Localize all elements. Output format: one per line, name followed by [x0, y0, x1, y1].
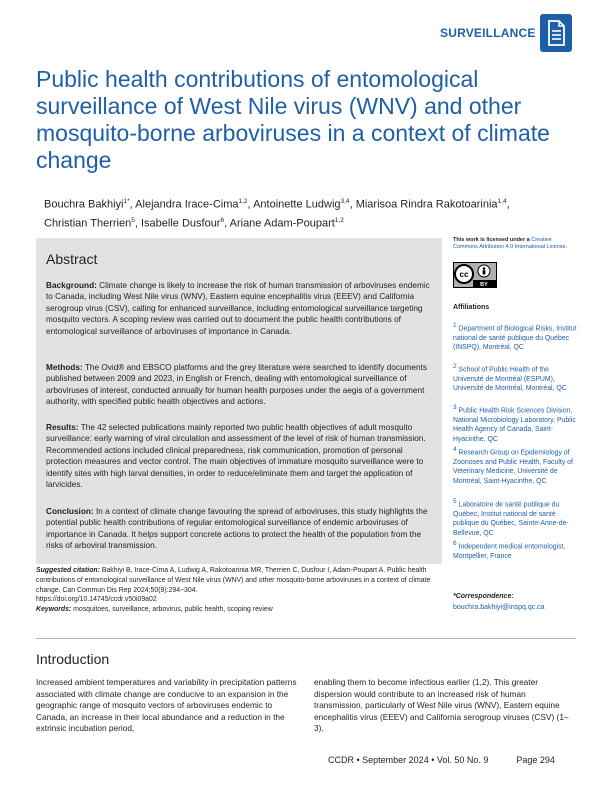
affiliation-number: 6: [453, 540, 457, 547]
affiliation-text: Public Health Risk Sciences Division, National Microbiology Laboratory, Public Health Agency of Canada, Saint-Hyacinthe, QC: [453, 407, 576, 443]
abstract-background-text: Climate change is likely to increase the risk of human transmission of arboviruses endemic to Canada, including West Nile virus (WNV), Eastern equine encephalitis virus (EEEV) and California serogroup virus (CSV), calling for enhanced surveillance, including entomological surveillance targeting mosquito vectors. A scoping review was carried out to document the public health contributions of entomological surveillance of arboviruses of importance in Canada.: [46, 281, 430, 336]
abstract-heading: Abstract: [46, 251, 98, 267]
abstract-conclusion-text: In a context of climate change favouring the spread of arboviruses, this study highlights the potential public health contributions of regular entomological surveillance of endemic arboviruses of importance in Canada. It helps support concrete actions to protect the health of the population from the risks of arboviral transmission.: [46, 507, 428, 551]
affiliation-number: 2: [453, 363, 457, 370]
section-divider: [36, 638, 576, 639]
correspondence-label: *Correspondence:: [453, 593, 514, 600]
introduction-heading: Introduction: [36, 651, 110, 667]
abstract-methods-label: Methods:: [46, 363, 83, 372]
affiliation-text: Independent medical entomologist, Montpellier, France: [453, 543, 566, 560]
affiliation-item: [453, 321, 581, 353]
affiliation-text: School of Public Health of the Université de Montréal (ESPUM), Université de Montréal, Montréal, QC: [453, 366, 567, 393]
author: Bouchra Bakhiyi: [44, 198, 124, 211]
license-suffix: .: [565, 244, 568, 250]
by-badge-text: BY: [480, 282, 488, 288]
affiliation-number: 4: [453, 446, 457, 453]
author-affiliation-mark: 5: [131, 216, 135, 224]
document-icon: [540, 14, 572, 52]
author-list: Bouchra Bakhiyi$^{1*}$, Alejandra Irace-Cima$^{1,2}$, Antoinette Ludwig$^{3,4}$, Miarisoa Rindra Rakotoarinia$^{1,4}$, Christian Therrien$^5$, Isabelle Dusfour$^6$, Ariane Adam-Poupart$^{1,2}$: [44, 198, 510, 230]
footer-page-number: Page 294: [516, 755, 555, 765]
section-label: SURVEILLANCE: [440, 26, 536, 40]
license-link[interactable]: Creative Commons Attribution 4.0 International License: [453, 237, 566, 250]
abstract-results-label: Results:: [46, 423, 79, 432]
article-title: Public health contributions of entomological surveillance of West Nile virus (WNV) and other mosquito-borne arboviruses in a context of climate change: [36, 66, 550, 173]
license-prefix: This work is licensed under a: [453, 237, 532, 243]
citation-label: Suggested citation:: [36, 567, 100, 574]
page-footer: [328, 755, 555, 765]
affiliation-item: [453, 539, 581, 561]
abstract-results-text: The 42 selected publications mainly reported two public health objectives of adult mosquito surveillance: early warning of viral circulation and assessment of the level of risk of human transmission. Recommended actions included clinical preparedness, risk communication, promotion of personal protection measures and vector control. The main objectives of immature mosquito surveillance were to identify sites with high larval densities, in order to reduce/eliminate them and target the application of larvicides.: [46, 423, 426, 490]
affiliation-text: Research Group on Epidemiology of Zoonoses and Public Health, Faculty of Veterinary Medicine, Université de Montréal, Saint-Hyacinthe, QC: [453, 449, 573, 485]
abstract-background: [46, 280, 434, 337]
author: Antoinette Ludwig: [253, 198, 341, 211]
correspondence-email[interactable]: bouchra.bakhiyi@inspq.qc.ca: [453, 604, 545, 611]
abstract-conclusion: [46, 506, 434, 552]
author-affiliation-mark: 3,4: [340, 198, 350, 205]
author: Christian Therrien: [44, 217, 132, 230]
introduction-column-2: enabling them to become infectious earlier (1,2). This greater dispersion would contribute to an increased risk of human transmission, particularly of West Nile virus (WNV), Eastern equine encephalitis virus (EEEV) and California serogroup viruses (CSV) (1–3).: [314, 677, 569, 733]
abstract-background-label: Background:: [46, 281, 97, 290]
author: Ariane Adam-Poupart: [229, 217, 335, 230]
affiliation-text: Laboratoire de santé publique du Québec, Institut national de santé publique du Québec, Sainte-Anne-de-Bellevue, QC: [453, 501, 569, 537]
affiliation-item: [453, 403, 581, 444]
affiliations-heading: Affiliations: [453, 304, 490, 311]
author: Alejandra Irace-Cima: [135, 198, 239, 211]
abstract-methods: [46, 362, 434, 408]
affiliation-number: 1: [453, 322, 457, 329]
citation-doi[interactable]: https://doi.org/10.14745/ccdr.v50i09a02: [36, 596, 157, 604]
author-affiliation-mark: 1*: [123, 198, 130, 205]
author: Isabelle Dusfour: [140, 217, 221, 230]
author-affiliation-mark: 1,2: [334, 216, 344, 224]
affiliation-number: 3: [453, 404, 457, 411]
affiliation-item: [453, 445, 581, 486]
abstract-conclusion-label: Conclusion:: [46, 507, 94, 516]
cc-by-badge[interactable]: [453, 262, 497, 288]
abstract-methods-text: The Ovid® and EBSCO platforms and the grey literature were searched to identify documents published between 2009 and 2023, in English or French, dealing with entomological surveillance of arboviruses of interest, conducted annually for human health purposes under the aegis of a government authority, with specified public health objectives and actions.: [46, 363, 428, 407]
license-note: [453, 237, 573, 251]
affiliation-number: 5: [453, 498, 457, 505]
author-affiliation-mark: 6: [220, 216, 225, 224]
abstract-results: [46, 422, 434, 490]
affiliation-item: [453, 362, 581, 394]
introduction-column-1: Increased ambient temperatures and variability in precipitation patterns associated with climate change are conducive to an expansion in the geographic range of mosquito vectors of arboviruses endemic to Canada, an increase in their local abundance and a reduction in the extrinsic incubation period,: [36, 677, 297, 733]
keywords-text: mosquitoes, surveillance, arbovirus, public health, scoping review: [71, 606, 273, 614]
affiliation-item: [453, 497, 581, 538]
author-affiliation-mark: 1,2: [238, 198, 248, 205]
citation-text: Bakhiyi B, Irace-Cima A, Ludwig A, Rakotoarinia MR, Therrien C, Dusfour I, Adam-Poupart A. Public health contributions of entomological surveillance of West Nile virus (WNV) and other mosquito-borne arboviruses in a context of climate change. Can Commun Dis Rep 2024;50(9):294−304.: [36, 567, 431, 594]
affiliation-text: Department of Biological Risks, Institut national de santé publique du Québec (INSPQ), Montréal, QC: [453, 325, 577, 352]
keywords-label: Keywords:: [36, 606, 72, 614]
cc-badge-text: cc: [459, 270, 469, 279]
suggested-citation: [36, 566, 446, 615]
author: Miarisoa Rindra Rakotoarinia: [355, 198, 498, 211]
author-affiliation-mark: 1,4: [497, 198, 507, 205]
footer-journal: CCDR • September 2024 • Vol. 50 No. 9: [328, 755, 489, 765]
